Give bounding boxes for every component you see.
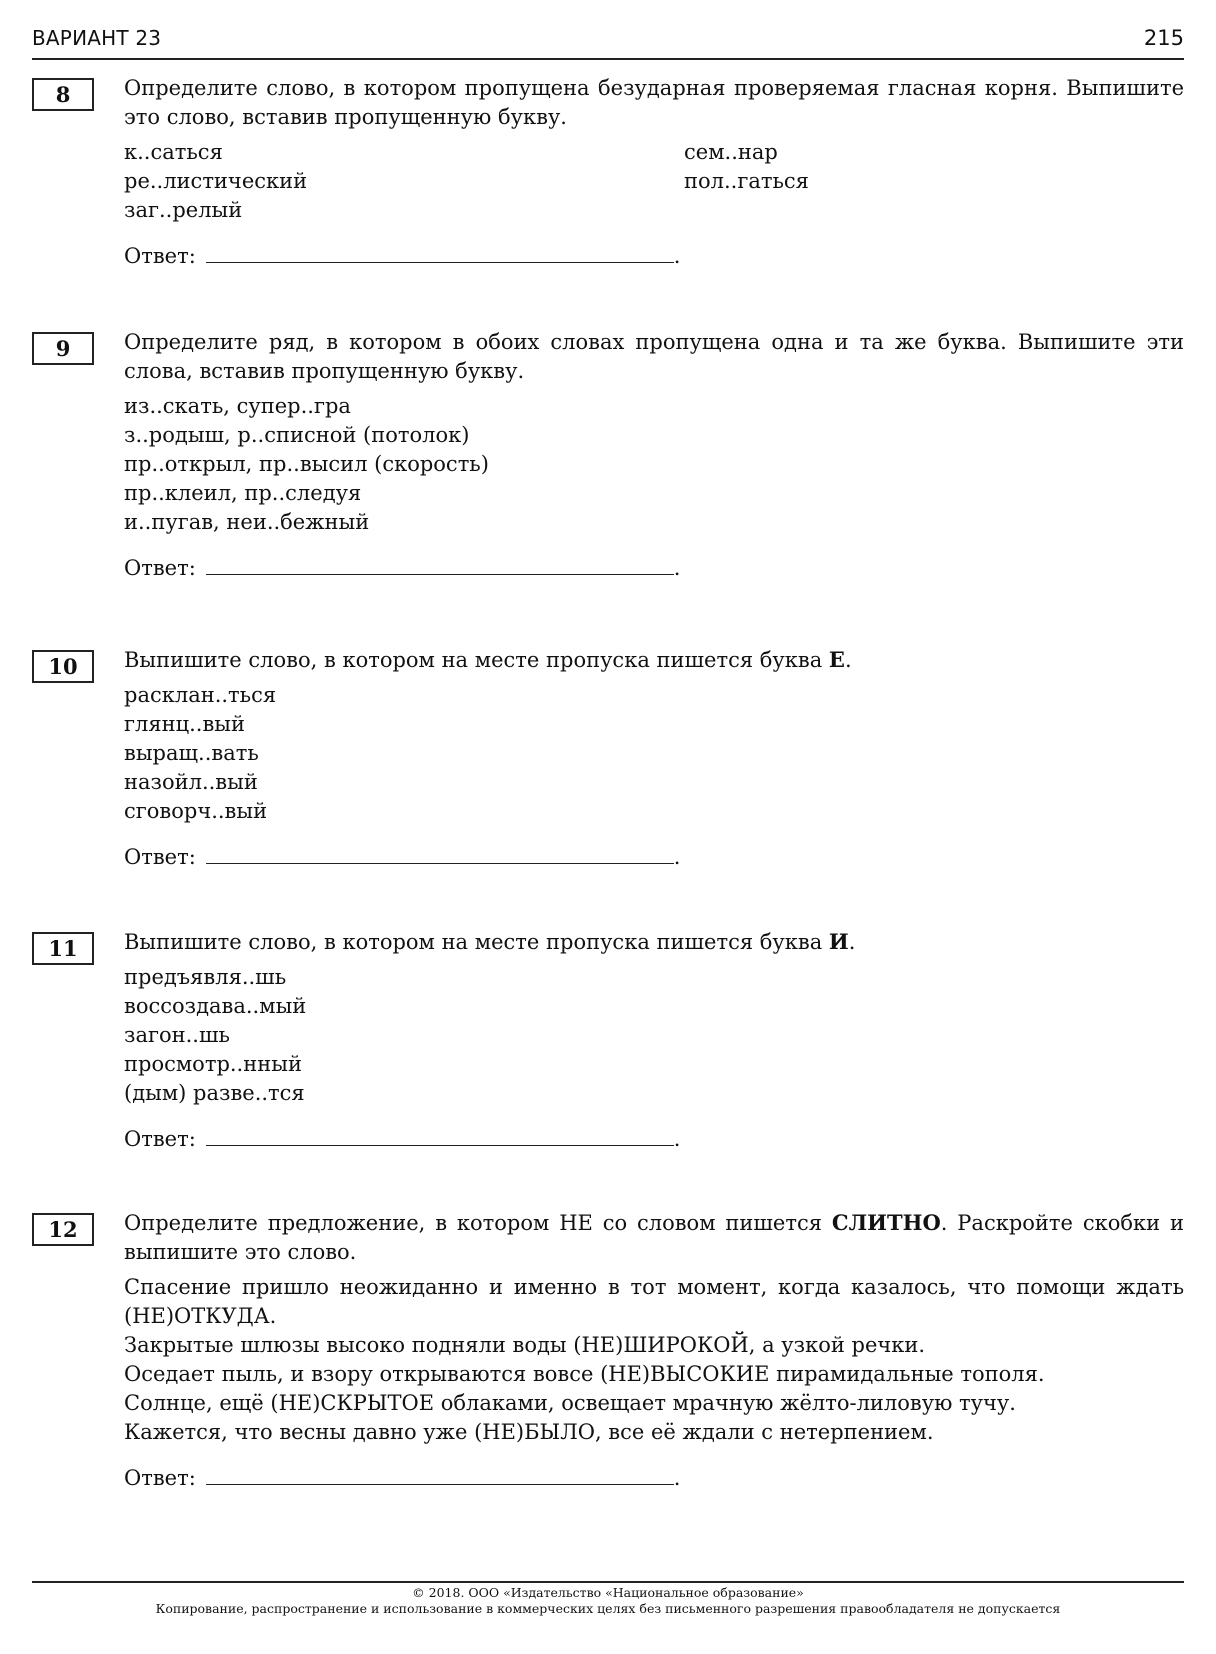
emphasis-word: СЛИТНО — [831, 1210, 941, 1235]
page-header — [32, 22, 1184, 60]
word-option: пол..гаться — [684, 169, 809, 193]
task-prompt: Определите слово, в котором пропущена безударная проверяемая гласная корня. Выпишите это слово, вставив пропущенную букву. — [124, 76, 1184, 129]
task-prompt: Выпишите слово, в котором на месте пропуска пишется буква Е. — [124, 647, 852, 672]
word-option: пр..клеил, пр..следуя — [124, 481, 362, 505]
target-letter: Е — [828, 647, 845, 672]
variant-title: ВАРИАНТ 23 — [32, 26, 162, 50]
sentence-option: Кажется, что весны давно уже (НЕ)БЫЛО, все её ждали с нетерпением. — [124, 1420, 934, 1444]
word-option: загон..шь — [124, 1023, 230, 1047]
page-footer — [32, 1581, 1184, 1617]
answer-row: Ответ: . — [124, 556, 681, 580]
word-option: назойл..вый — [124, 770, 258, 794]
word-option: воссоздава..мый — [124, 994, 307, 1018]
answer-label: Ответ: — [124, 1466, 196, 1490]
answer-row: Ответ: . — [124, 845, 681, 869]
answer-label: Ответ: — [124, 1127, 196, 1151]
word-option: просмотр..нный — [124, 1052, 302, 1076]
page-number: 215 — [1143, 26, 1184, 50]
sentence-option: Закрытые шлюзы высоко подняли воды (НЕ)ШИРОКОЙ, а узкой речки. — [124, 1333, 926, 1357]
copyright-notice: Копирование, распространение и использование в коммерческих целях без письменного разрешения правообладателя не допускается — [155, 1601, 1061, 1616]
word-options — [124, 138, 1184, 225]
task-number-box: 8 — [32, 78, 94, 111]
word-option: и..пугав, неи..бежный — [124, 510, 370, 534]
answer-row: Ответ: . — [124, 244, 681, 268]
answer-field[interactable] — [206, 1466, 674, 1485]
word-option: заг..релый — [124, 198, 243, 222]
word-options — [124, 392, 1184, 537]
word-options — [124, 681, 1184, 826]
answer-label: Ответ: — [124, 845, 196, 869]
task-prompt: Определите предложение, в котором НЕ со словом пишется СЛИТНО. Раскройте скобки и выпишите это слово. — [124, 1210, 1184, 1264]
sentence-options — [124, 1273, 1184, 1447]
sentence-option: Спасение пришло неожиданно и именно в тот момент, когда казалось, что помощи ждать (НЕ)ОТКУДА. — [124, 1275, 1184, 1328]
task-number-box: 12 — [32, 1213, 94, 1246]
word-option: сговорч..вый — [124, 799, 268, 823]
word-option: сем..нар — [684, 140, 778, 164]
word-option: з..родыш, р..списной (потолок) — [124, 423, 470, 447]
word-option: ре..листический — [124, 169, 308, 193]
target-letter: И — [828, 929, 849, 954]
task-number-box: 10 — [32, 650, 94, 683]
copyright-line: © 2018. ООО «Издательство «Национальное образование» — [412, 1585, 804, 1600]
word-option: из..скать, супер..гра — [124, 394, 351, 418]
word-options — [124, 963, 1184, 1108]
answer-field[interactable] — [206, 845, 674, 864]
word-option: пр..открыл, пр..высил (скорость) — [124, 452, 489, 476]
word-option: (дым) разве..тся — [124, 1081, 305, 1105]
word-option: глянц..вый — [124, 712, 245, 736]
word-option: выращ..вать — [124, 741, 259, 765]
task-number-box: 11 — [32, 932, 94, 965]
sentence-option: Солнце, ещё (НЕ)СКРЫТОЕ облаками, освещает мрачную жёлто-лиловую тучу. — [124, 1391, 1016, 1415]
answer-label: Ответ: — [124, 244, 196, 268]
answer-field[interactable] — [206, 556, 674, 575]
word-option: к..саться — [124, 140, 223, 164]
answer-field[interactable] — [206, 244, 674, 263]
answer-label: Ответ: — [124, 556, 196, 580]
sentence-option: Оседает пыль, и взору открываются вовсе (НЕ)ВЫСОКИЕ пирамидальные тополя. — [124, 1362, 1045, 1386]
task-number-box: 9 — [32, 332, 94, 365]
answer-field[interactable] — [206, 1127, 674, 1146]
task-prompt: Определите ряд, в котором в обоих словах пропущена одна и та же буква. Выпишите эти слова, вставив пропущенную букву. — [124, 330, 1184, 383]
answer-row: Ответ: . — [124, 1466, 681, 1490]
answer-row: Ответ: . — [124, 1127, 681, 1151]
task-prompt: Выпишите слово, в котором на месте пропуска пишется буква И. — [124, 929, 856, 954]
word-option: предъявля..шь — [124, 965, 287, 989]
word-option: расклан..ться — [124, 683, 277, 707]
